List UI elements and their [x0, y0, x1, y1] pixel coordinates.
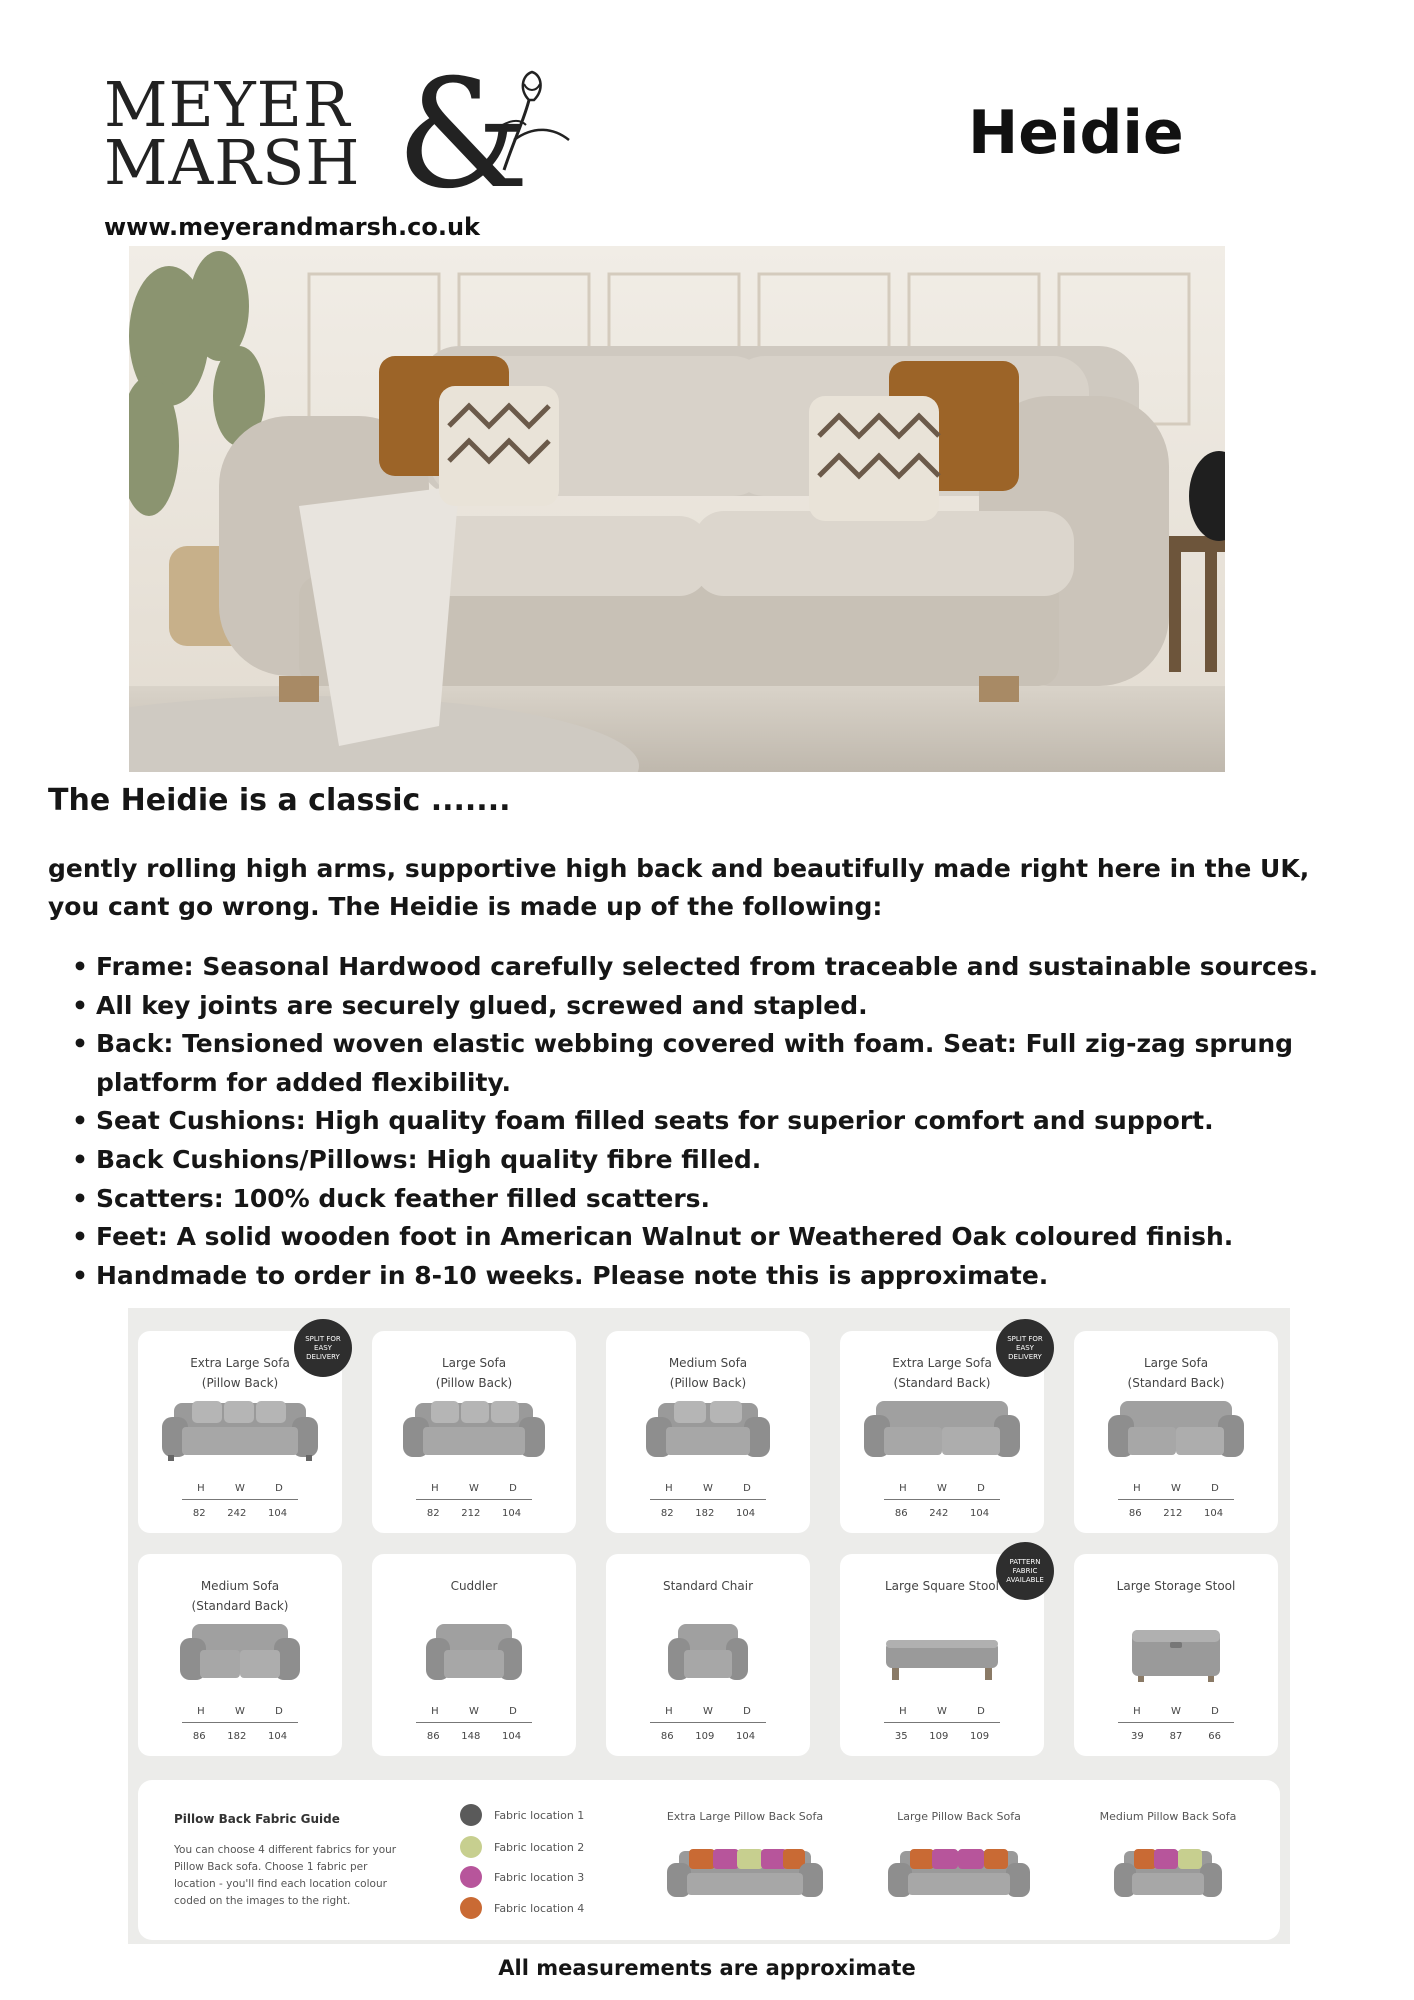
- feature-item: • Frame: Seasonal Hardwood carefully selected from traceable and sustainable sources.: [48, 948, 1358, 987]
- storage-stool-icon: [1126, 1620, 1226, 1686]
- product-name: Large Storage Stool: [1116, 1579, 1236, 1593]
- split-delivery-badge: SPLIT FOR EASY DELIVERY: [996, 1319, 1054, 1377]
- square-stool-icon: [882, 1620, 1002, 1686]
- guide-sofa-medium: Medium Pillow Back Sofa: [1098, 1810, 1238, 1901]
- m-pillow-sofa-icon: [1112, 1845, 1224, 1901]
- feature-item: • Back Cushions/Pillows: High quality fibre filled.: [48, 1141, 1358, 1180]
- logo-wordmark: [104, 68, 361, 199]
- sofa-xl-icon: [862, 1397, 1022, 1463]
- sofa-xl-pillow-icon: [160, 1397, 320, 1463]
- product-name: Large Square Stool: [885, 1579, 999, 1593]
- feature-item: • Handmade to order in 8-10 weeks. Please note this is approximate.: [48, 1257, 1358, 1296]
- dimensions: H W D 86 182 104: [182, 1706, 298, 1742]
- split-delivery-badge: SPLIT FOR EASY DELIVERY: [294, 1319, 352, 1377]
- sofa-m-pillow-icon: [644, 1397, 772, 1463]
- product-name: Large Sofa (Standard Back): [1127, 1356, 1225, 1390]
- description-heading: The Heidie is a classic .......: [48, 783, 511, 818]
- l-pillow-sofa-icon: [886, 1845, 1032, 1901]
- features-list: [48, 948, 1358, 1295]
- chair-icon: [666, 1620, 750, 1686]
- dimensions: H W D 82 242 104: [182, 1483, 298, 1519]
- guide-sofa-large: Large Pillow Back Sofa: [884, 1810, 1034, 1901]
- product-name: Large Sofa (Pillow Back): [435, 1356, 513, 1390]
- product-name: Medium Sofa (Standard Back): [191, 1579, 289, 1613]
- fabric-location-3: Fabric location 3: [460, 1866, 584, 1888]
- dimensions: H W D 86 109 104: [650, 1706, 766, 1742]
- website-url[interactable]: www.meyerandmarsh.co.uk: [104, 213, 481, 241]
- dimensions: H W D 35 109 109: [884, 1706, 1000, 1742]
- logo-line-2: MARSH: [104, 126, 361, 199]
- fabric-location-1: Fabric location 1: [460, 1804, 584, 1826]
- product-name: Extra Large Sofa (Standard Back): [892, 1356, 992, 1390]
- sofa-photo: [129, 246, 1225, 772]
- xl-pillow-sofa-icon: [665, 1845, 825, 1901]
- product-name: Medium Sofa (Pillow Back): [668, 1356, 748, 1390]
- dimensions: H W D 82 212 104: [416, 1483, 532, 1519]
- sofa-l-pillow-icon: [401, 1397, 547, 1463]
- feature-item: • All key joints are securely glued, screwed and stapled.: [48, 987, 1358, 1026]
- product-card-large-storage-stool[interactable]: [1074, 1554, 1278, 1756]
- product-name: Standard Chair: [662, 1579, 753, 1593]
- fabric-guide-text: You can choose 4 different fabrics for your Pillow Back sofa. Choose 1 fabric per location - you'll find each location colour coded on the images to the right.: [174, 1844, 397, 1907]
- product-card-medium-sofa-pillow-back[interactable]: [606, 1331, 810, 1533]
- product-card-standard-chair[interactable]: [606, 1554, 810, 1756]
- feature-item: • Seat Cushions: High quality foam filled seats for superior comfort and support.: [48, 1102, 1358, 1141]
- sofa-photo-illustration: [129, 246, 1225, 772]
- cuddler-icon: [424, 1620, 524, 1686]
- dimensions: H W D 39 87 66: [1118, 1706, 1234, 1742]
- fabric-location-2: Fabric location 2: [460, 1836, 584, 1858]
- fabric-location-4: Fabric location 4: [460, 1897, 584, 1919]
- feature-item: • Scatters: 100% duck feather filled scatters.: [48, 1180, 1358, 1219]
- guide-sofa-extra-large: Extra Large Pillow Back Sofa: [660, 1810, 830, 1901]
- product-name: Extra Large Sofa (Pillow Back): [190, 1356, 290, 1390]
- tulip-icon: [484, 70, 574, 180]
- feature-item: • Back: Tensioned woven elastic webbing covered with foam. Seat: Full zig-zag sprung platform for added flexibility.: [48, 1025, 1358, 1102]
- product-name: Cuddler: [450, 1579, 498, 1593]
- brand-logo: [104, 48, 564, 222]
- footer-note: All measurements are approximate: [498, 1956, 916, 1980]
- fabric-guide-title: Pillow Back Fabric Guide: [174, 1812, 340, 1826]
- logo-ampersand: &: [396, 48, 530, 222]
- dimensions: H W D 86 212 104: [1118, 1483, 1234, 1519]
- product-card-large-sofa-standard-back[interactable]: [1074, 1331, 1278, 1533]
- pattern-fabric-badge: PATTERN FABRIC AVAILABLE: [996, 1542, 1054, 1600]
- intro-paragraph: gently rolling high arms, supportive high back and beautifully made right here in the UK, you cant go wrong. The Heidie is made up of the following:: [48, 854, 1310, 921]
- dimensions: H W D 86 242 104: [884, 1483, 1000, 1519]
- dimensions: H W D 86 148 104: [416, 1706, 532, 1742]
- logo-line-1: MEYER: [104, 68, 351, 141]
- product-title: Heidie: [968, 98, 1184, 168]
- sofa-m-icon: [178, 1620, 302, 1686]
- product-card-cuddler[interactable]: [372, 1554, 576, 1756]
- dimensions: H W D 82 182 104: [650, 1483, 766, 1519]
- sofa-l-icon: [1106, 1397, 1246, 1463]
- range-panel: [128, 1308, 1290, 1944]
- feature-item: • Feet: A solid wooden foot in American Walnut or Weathered Oak coloured finish.: [48, 1218, 1358, 1257]
- product-card-medium-sofa-standard-back[interactable]: [138, 1554, 342, 1756]
- fabric-guide: [138, 1780, 1280, 1940]
- product-card-large-sofa-pillow-back[interactable]: [372, 1331, 576, 1533]
